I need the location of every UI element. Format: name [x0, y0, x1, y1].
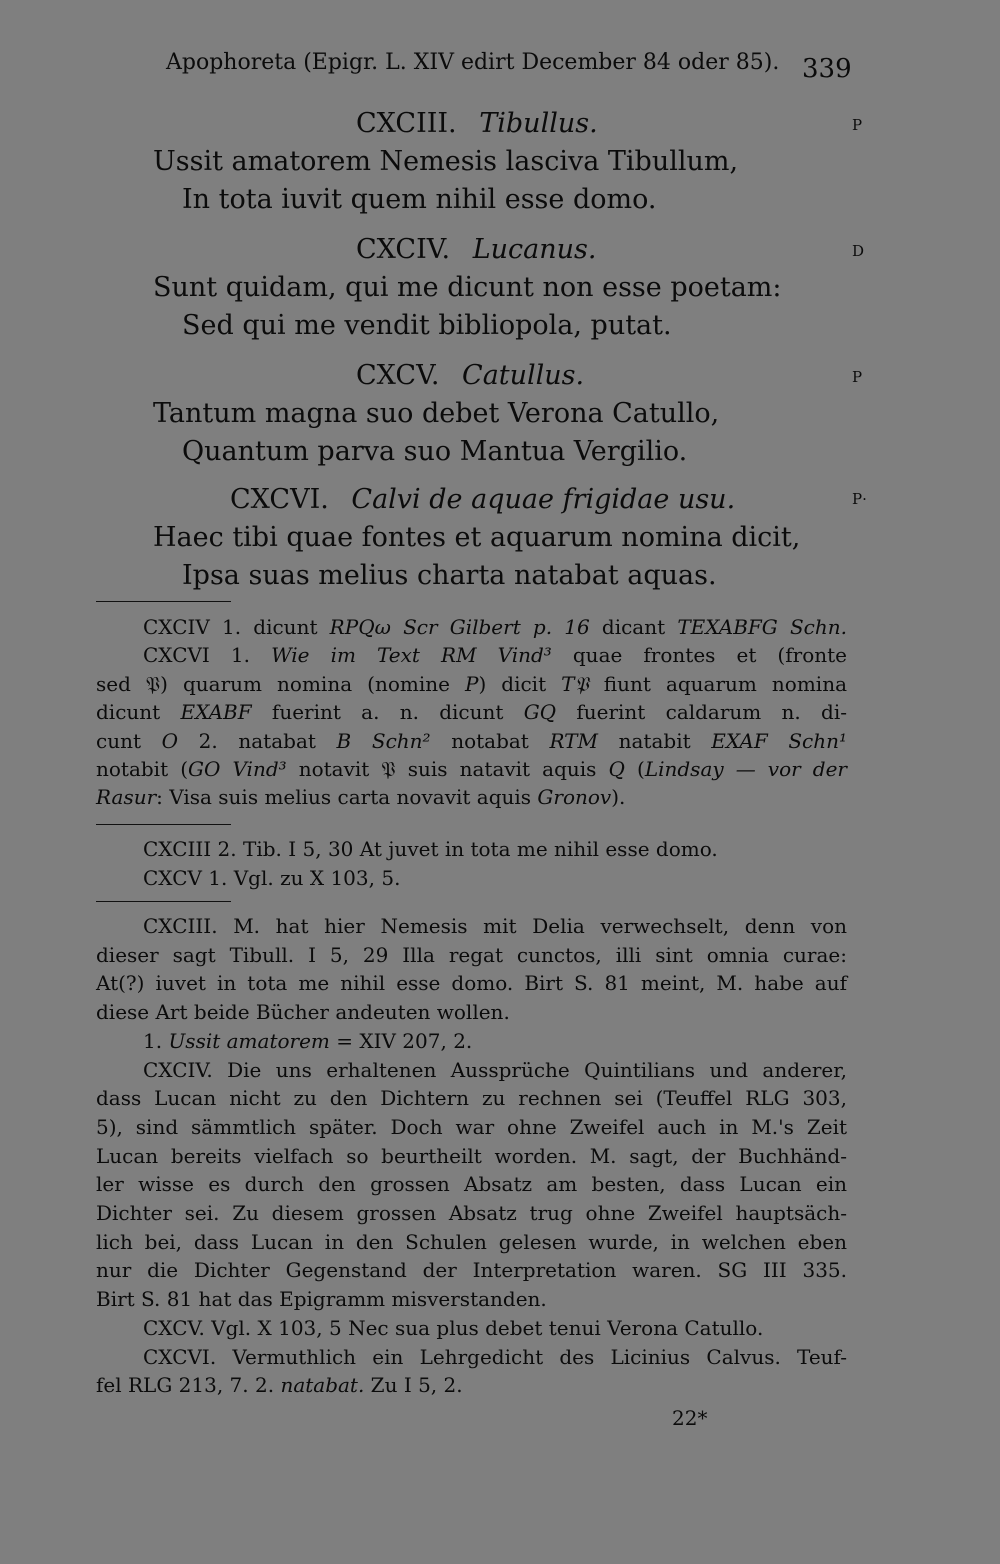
- italic-text: T𝔓: [561, 671, 589, 696]
- italic-text: Gronov: [537, 785, 612, 810]
- epigram-heading: [356, 108, 598, 139]
- italic-text: EXAF Schn¹: [711, 728, 848, 753]
- commentary-line: [143, 1056, 847, 1084]
- page-number: 339: [802, 54, 852, 84]
- manuscript-siglum: P: [852, 368, 863, 386]
- text-segment: 1.: [143, 1028, 169, 1053]
- text-segment: CXCVI 1.: [143, 643, 272, 668]
- text-segment: CXCVI. Vermuthlich ein Lehrgedicht des Licinius Calvus. Teuf-: [143, 1344, 847, 1369]
- commentary-line: [96, 1084, 847, 1112]
- epigram-heading: [230, 484, 735, 515]
- italic-text: TEXABFG Schn.: [677, 615, 847, 639]
- verse-line: Tantum magna suo debet Verona Catullo,: [153, 398, 720, 429]
- italic-text: Q: [608, 757, 625, 781]
- commentary-line: [96, 1285, 547, 1313]
- text-segment: dicant: [589, 615, 678, 639]
- epigram-number: CXCV.: [356, 360, 440, 391]
- text-segment: lich bei, dass Lucan in den Schulen gelesen wurde, in welchen eben: [96, 1229, 847, 1254]
- text-segment: (: [624, 757, 645, 781]
- text-segment: fuerint a. n. dicunt: [251, 700, 524, 725]
- running-title: Apophoreta (Epigr. L. XIV edirt December 84 oder 85).: [166, 50, 780, 75]
- manuscript-siglum: P: [852, 116, 863, 134]
- commentary-line: [143, 1314, 763, 1342]
- commentary-line: [96, 969, 847, 997]
- italic-text: P: [464, 671, 479, 696]
- text-segment: fiunt aquarum nomina: [588, 671, 847, 696]
- commentary-line: [96, 1371, 463, 1399]
- text-segment: ).: [611, 785, 626, 810]
- parallel-line: CXCIII 2. Tib. I 5, 30 At juvet in tota me nihil esse domo.: [143, 837, 718, 861]
- commentary-line: [96, 1256, 847, 1284]
- italic-text: GO: [188, 757, 221, 781]
- text-segment: notavit 𝔓 suis natavit aquis: [286, 757, 609, 781]
- italic-text: Vind³: [220, 757, 287, 781]
- text-segment: dieser sagt Tibull. I 5, 29 Illa regat cunctos, illi sint omnia curae:: [96, 942, 847, 967]
- text-segment: natabit: [598, 728, 712, 753]
- text-segment: CXCIII. M. hat hier Nemesis mit Delia verwechselt, denn von: [143, 914, 847, 938]
- text-segment: 2. natabat: [178, 728, 337, 753]
- text-segment: Dichter sei. Zu diesem grossen Absatz trug ohne Zweifel hauptsäch-: [96, 1201, 847, 1225]
- text-segment: ler wisse es durch den grossen Absatz am besten, dass Lucan ein: [96, 1172, 847, 1197]
- text-segment: = XIV 207, 2.: [329, 1028, 473, 1053]
- text-segment: dass Lucan nicht zu den Dichtern zu rechnen sei (Teuffel RLG 303,: [96, 1086, 847, 1111]
- text-segment: nur die Dichter Gegenstand der Interpretation waren. SG III 335.: [96, 1258, 847, 1283]
- verse-line: Quantum parva suo Mantua Vergilio.: [182, 436, 688, 467]
- text-segment: diese Art beide Bücher andeuten wollen.: [96, 1000, 510, 1025]
- apparatus-line: [96, 783, 625, 811]
- text-segment: CXCIV. Die uns erhaltenen Aussprüche Quintilians und anderer,: [143, 1057, 847, 1082]
- italic-text: EXABF: [180, 700, 252, 725]
- epigram-title: Lucanus.: [472, 234, 597, 265]
- italic-text: B Schn²: [336, 728, 431, 753]
- text-segment: sed 𝔓) quarum nomina (nomine: [96, 671, 465, 696]
- apparatus-line: [96, 727, 847, 755]
- signature-mark: 22*: [672, 1406, 708, 1430]
- epigram-number: CXCIV.: [356, 234, 451, 265]
- epigram-number: CXCVI.: [230, 484, 329, 515]
- parallel-line: CXCV 1. Vgl. zu X 103, 5.: [143, 865, 401, 890]
- italic-text: natabat.: [280, 1373, 365, 1398]
- manuscript-siglum: P·: [852, 490, 867, 508]
- text-segment: Lucan bereits vielfach so beurtheilt worden. M. sagt, der Buchhänd-: [96, 1143, 847, 1168]
- italic-text: GQ: [523, 700, 557, 725]
- verse-line: Ussit amatorem Nemesis lasciva Tibullum,: [153, 146, 739, 177]
- text-segment: notabat: [430, 728, 550, 753]
- apparatus-line: [96, 755, 847, 783]
- italic-text: Wie im Text RM Vind³: [271, 643, 552, 668]
- manuscript-siglum: D: [852, 242, 865, 260]
- text-segment: : Visa suis melius carta novavit aquis: [156, 785, 538, 810]
- commentary-line: [96, 998, 510, 1026]
- epigram-title: Catullus.: [462, 360, 585, 391]
- apparatus-line: [96, 698, 847, 726]
- text-segment: Zu I 5, 2.: [364, 1373, 463, 1398]
- verse-line: In tota iuvit quem nihil esse domo.: [182, 184, 657, 215]
- verse-line: Haec tibi quae fontes et aquarum nomina dicit,: [153, 522, 801, 553]
- apparatus-line: [143, 641, 847, 669]
- italic-text: Ussit amatorem: [168, 1028, 330, 1053]
- verse-line: Ipsa suas melius charta natabat aquas.: [182, 560, 717, 591]
- commentary-line: [96, 941, 847, 969]
- text-segment: fuerint caldarum n. di-: [556, 700, 848, 725]
- text-segment: At(?) iuvet in tota me nihil esse domo. Birt S. 81 meint, M. habe auf: [96, 971, 847, 996]
- commentary-line: [143, 1343, 847, 1371]
- apparatus-rule: [96, 601, 231, 602]
- commentary-line: [143, 912, 847, 940]
- italic-text: O: [161, 728, 179, 753]
- apparatus-line: [143, 613, 847, 641]
- epigram-title: Calvi de aquae frigidae usu.: [351, 484, 736, 515]
- text-segment: notabit (: [96, 757, 188, 781]
- italic-text: RTM: [549, 728, 598, 753]
- text-segment: dicunt: [96, 700, 181, 725]
- text-segment: CXCIV 1. dicunt: [143, 615, 330, 639]
- text-segment: CXCV. Vgl. X 103, 5 Nec sua plus debet tenui Verona Catullo.: [143, 1315, 764, 1340]
- italic-text: Lindsay — vor der: [644, 757, 847, 781]
- verse-line: Sunt quidam, qui me dicunt non esse poetam:: [153, 272, 782, 303]
- commentary-line: [96, 1228, 847, 1256]
- text-segment: fel RLG 213, 7. 2.: [96, 1373, 281, 1398]
- italic-text: RPQω Scr Gilbert p. 16: [329, 615, 590, 639]
- epigram-number: CXCIII.: [356, 108, 457, 139]
- apparatus-line: [96, 670, 847, 698]
- epigram-heading: [356, 234, 596, 265]
- commentary-line: [96, 1113, 847, 1141]
- epigram-title: Tibullus.: [479, 108, 598, 139]
- epigram-heading: [356, 360, 584, 391]
- text-segment: Birt S. 81 hat das Epigramm misverstanden.: [96, 1287, 547, 1312]
- commentary-line: [143, 1027, 472, 1055]
- parallels-rule: [96, 824, 231, 825]
- text-segment: quae frontes et (fronte: [551, 643, 847, 668]
- commentary-line: [96, 1142, 847, 1170]
- text-segment: cunt: [96, 728, 162, 753]
- verse-line: Sed qui me vendit bibliopola, putat.: [182, 310, 672, 341]
- text-segment: ) dicit: [478, 671, 562, 696]
- italic-text: Rasur: [96, 785, 157, 810]
- commentary-line: [96, 1170, 847, 1198]
- commentary-rule: [96, 901, 231, 902]
- commentary-line: [96, 1199, 847, 1227]
- text-segment: 5), sind sämmtlich später. Doch war ohne Zweifel auch in M.'s Zeit: [96, 1114, 847, 1139]
